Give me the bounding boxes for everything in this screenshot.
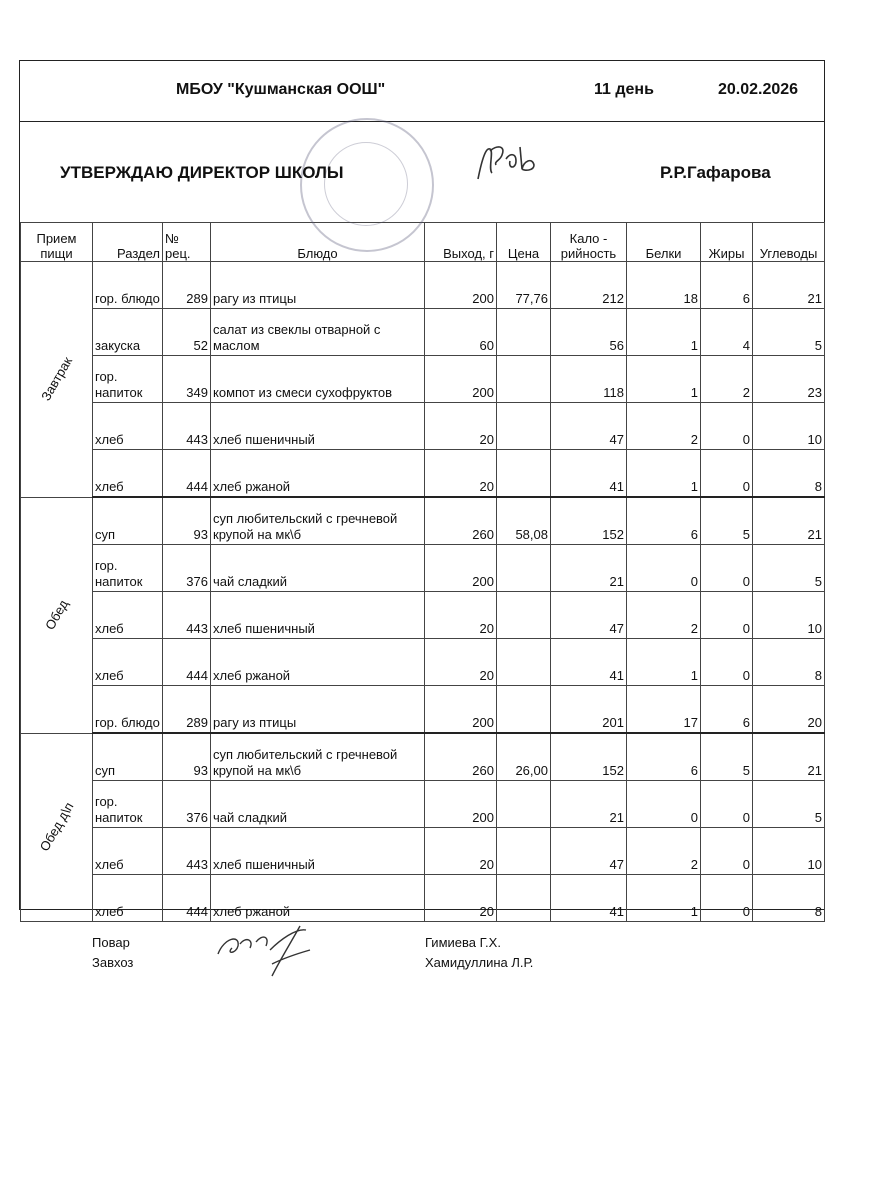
cell-fat: 0	[701, 545, 753, 592]
cell-protein: 6	[627, 497, 701, 545]
meal-label: Обед	[41, 597, 71, 633]
cell-protein: 1	[627, 356, 701, 403]
cell-calories: 21	[551, 781, 627, 828]
table-row	[21, 639, 825, 686]
cell-recipe: 93	[163, 497, 211, 545]
col-section-header: Раздел	[93, 223, 163, 262]
cell-calories: 152	[551, 497, 627, 545]
cell-dish: чай сладкий	[211, 545, 425, 592]
cell-section: гор. напиток	[93, 781, 163, 828]
cell-carbs: 21	[753, 733, 825, 781]
cell-yield: 200	[425, 356, 497, 403]
cell-carbs: 8	[753, 639, 825, 686]
cell-section: гор. блюдо	[93, 262, 163, 309]
table-row	[21, 262, 825, 309]
cell-calories: 47	[551, 828, 627, 875]
col-meal-header: Прием пищи	[21, 223, 93, 262]
cell-calories: 41	[551, 639, 627, 686]
cell-price	[497, 545, 551, 592]
cell-dish: хлеб пшеничный	[211, 403, 425, 450]
cell-section: суп	[93, 733, 163, 781]
cell-section: хлеб	[93, 875, 163, 922]
cell-recipe: 443	[163, 403, 211, 450]
cell-carbs: 23	[753, 356, 825, 403]
col-carbs-header: Углеводы	[753, 223, 825, 262]
cell-calories: 47	[551, 403, 627, 450]
cell-price: 26,00	[497, 733, 551, 781]
cell-fat: 0	[701, 828, 753, 875]
cell-fat: 6	[701, 262, 753, 309]
cell-yield: 20	[425, 639, 497, 686]
col-fat-header: Жиры	[701, 223, 753, 262]
cell-price	[497, 356, 551, 403]
cell-price	[497, 309, 551, 356]
cell-fat: 5	[701, 733, 753, 781]
table-row	[21, 781, 825, 828]
cell-carbs: 21	[753, 262, 825, 309]
meal-group-extended-lunch	[21, 733, 93, 922]
supply-name: Хамидуллина Л.Р.	[425, 955, 534, 970]
cell-protein: 1	[627, 875, 701, 922]
cell-recipe: 444	[163, 875, 211, 922]
col-protein-header: Белки	[627, 223, 701, 262]
table-row	[21, 545, 825, 592]
cell-carbs: 20	[753, 686, 825, 734]
cell-fat: 5	[701, 497, 753, 545]
cell-section: хлеб	[93, 403, 163, 450]
cell-dish: хлеб пшеничный	[211, 592, 425, 639]
menu-date: 20.02.2026	[718, 81, 799, 98]
table-row	[21, 450, 825, 498]
col-price-header: Цена	[497, 223, 551, 262]
cell-protein: 2	[627, 403, 701, 450]
cell-carbs: 21	[753, 497, 825, 545]
cell-section: хлеб	[93, 639, 163, 686]
day-number: 11 день	[594, 81, 654, 98]
cell-protein: 1	[627, 450, 701, 498]
cell-yield: 60	[425, 309, 497, 356]
cell-yield: 200	[425, 545, 497, 592]
col-calories-header: Кало - рийность	[551, 223, 627, 262]
cell-recipe: 52	[163, 309, 211, 356]
cell-price	[497, 592, 551, 639]
cell-price	[497, 781, 551, 828]
round-stamp	[300, 118, 434, 252]
director-name: Р.Р.Гафарова	[660, 163, 771, 182]
cell-price	[497, 875, 551, 922]
table-row	[21, 686, 825, 734]
cell-recipe: 289	[163, 262, 211, 309]
cell-section: суп	[93, 497, 163, 545]
cell-section: хлеб	[93, 828, 163, 875]
meal-label: Завтрак	[37, 354, 75, 404]
table-row	[21, 733, 825, 781]
cell-dish: салат из свеклы отварной с маслом	[211, 309, 425, 356]
cell-price	[497, 828, 551, 875]
cell-recipe: 444	[163, 450, 211, 498]
meal-group-breakfast	[21, 262, 93, 498]
cook-name: Гимиева Г.Х.	[425, 935, 501, 950]
approval-title: УТВЕРЖДАЮ ДИРЕКТОР ШКОЛЫ	[60, 163, 344, 182]
cell-fat: 0	[701, 639, 753, 686]
cell-dish: хлеб ржаной	[211, 450, 425, 498]
cell-price	[497, 639, 551, 686]
cell-carbs: 8	[753, 450, 825, 498]
cell-yield: 200	[425, 686, 497, 734]
cell-protein: 0	[627, 545, 701, 592]
table-row	[21, 828, 825, 875]
cell-fat: 2	[701, 356, 753, 403]
cell-yield: 20	[425, 828, 497, 875]
cell-fat: 0	[701, 592, 753, 639]
cell-dish: суп любительский с гречневой крупой на мк\б	[211, 733, 425, 781]
cell-calories: 212	[551, 262, 627, 309]
cell-dish: хлеб пшеничный	[211, 828, 425, 875]
supply-role: Завхоз	[92, 955, 134, 970]
cell-calories: 47	[551, 592, 627, 639]
cell-recipe: 443	[163, 592, 211, 639]
school-name: МБОУ "Кушманская ООШ"	[176, 81, 386, 98]
meal-label: Обед д\п	[36, 799, 77, 855]
cell-calories: 118	[551, 356, 627, 403]
col-yield-header: Выход, г	[425, 223, 497, 262]
cell-fat: 6	[701, 686, 753, 734]
cell-yield: 200	[425, 262, 497, 309]
meal-group-lunch	[21, 497, 93, 733]
cell-calories: 152	[551, 733, 627, 781]
cell-dish: хлеб ржаной	[211, 639, 425, 686]
header-divider	[20, 121, 824, 122]
cell-carbs: 10	[753, 592, 825, 639]
cook-role: Повар	[92, 935, 130, 950]
cell-recipe: 443	[163, 828, 211, 875]
round-stamp-inner	[324, 142, 408, 226]
cell-protein: 18	[627, 262, 701, 309]
cell-fat: 0	[701, 403, 753, 450]
table-row	[21, 497, 825, 545]
cell-yield: 260	[425, 733, 497, 781]
cell-yield: 20	[425, 403, 497, 450]
cell-dish: компот из смеси сухофруктов	[211, 356, 425, 403]
cell-yield: 20	[425, 875, 497, 922]
cell-protein: 2	[627, 592, 701, 639]
cell-recipe: 444	[163, 639, 211, 686]
table-row	[21, 875, 825, 922]
cell-calories: 41	[551, 875, 627, 922]
cell-yield: 260	[425, 497, 497, 545]
cell-protein: 6	[627, 733, 701, 781]
cell-price: 58,08	[497, 497, 551, 545]
cell-fat: 0	[701, 781, 753, 828]
cell-recipe: 349	[163, 356, 211, 403]
cell-yield: 200	[425, 781, 497, 828]
cell-fat: 0	[701, 450, 753, 498]
cell-dish: рагу из птицы	[211, 686, 425, 734]
cell-protein: 17	[627, 686, 701, 734]
cell-section: гор. блюдо	[93, 686, 163, 734]
table-row	[21, 309, 825, 356]
cell-fat: 0	[701, 875, 753, 922]
cell-carbs: 5	[753, 781, 825, 828]
col-dish-header: Блюдо	[211, 223, 425, 262]
cell-section: закуска	[93, 309, 163, 356]
cell-dish: хлеб ржаной	[211, 875, 425, 922]
cell-carbs: 8	[753, 875, 825, 922]
cell-section: гор. напиток	[93, 545, 163, 592]
cell-section: гор. напиток	[93, 356, 163, 403]
cell-recipe: 376	[163, 781, 211, 828]
cell-protein: 0	[627, 781, 701, 828]
cell-calories: 56	[551, 309, 627, 356]
cell-yield: 20	[425, 592, 497, 639]
table-header-row	[21, 223, 825, 262]
cell-yield: 20	[425, 450, 497, 498]
cell-carbs: 5	[753, 309, 825, 356]
cell-protein: 1	[627, 639, 701, 686]
menu-table	[20, 222, 825, 922]
cell-dish: суп любительский с гречневой крупой на мк\б	[211, 497, 425, 545]
cell-protein: 1	[627, 309, 701, 356]
cell-calories: 21	[551, 545, 627, 592]
cell-section: хлеб	[93, 592, 163, 639]
cell-price	[497, 450, 551, 498]
cell-price	[497, 686, 551, 734]
cell-carbs: 10	[753, 828, 825, 875]
cell-fat: 4	[701, 309, 753, 356]
cell-recipe: 93	[163, 733, 211, 781]
cell-carbs: 10	[753, 403, 825, 450]
cell-price	[497, 403, 551, 450]
cell-recipe: 289	[163, 686, 211, 734]
cell-dish: рагу из птицы	[211, 262, 425, 309]
cell-carbs: 5	[753, 545, 825, 592]
table-row	[21, 403, 825, 450]
cell-calories: 201	[551, 686, 627, 734]
cell-recipe: 376	[163, 545, 211, 592]
cell-section: хлеб	[93, 450, 163, 498]
cell-price: 77,76	[497, 262, 551, 309]
table-row	[21, 356, 825, 403]
cook-signature	[210, 920, 320, 980]
table-row	[21, 592, 825, 639]
cell-protein: 2	[627, 828, 701, 875]
director-signature	[472, 139, 552, 187]
cell-calories: 41	[551, 450, 627, 498]
cell-dish: чай сладкий	[211, 781, 425, 828]
col-recipe-header: № рец.	[163, 223, 211, 262]
